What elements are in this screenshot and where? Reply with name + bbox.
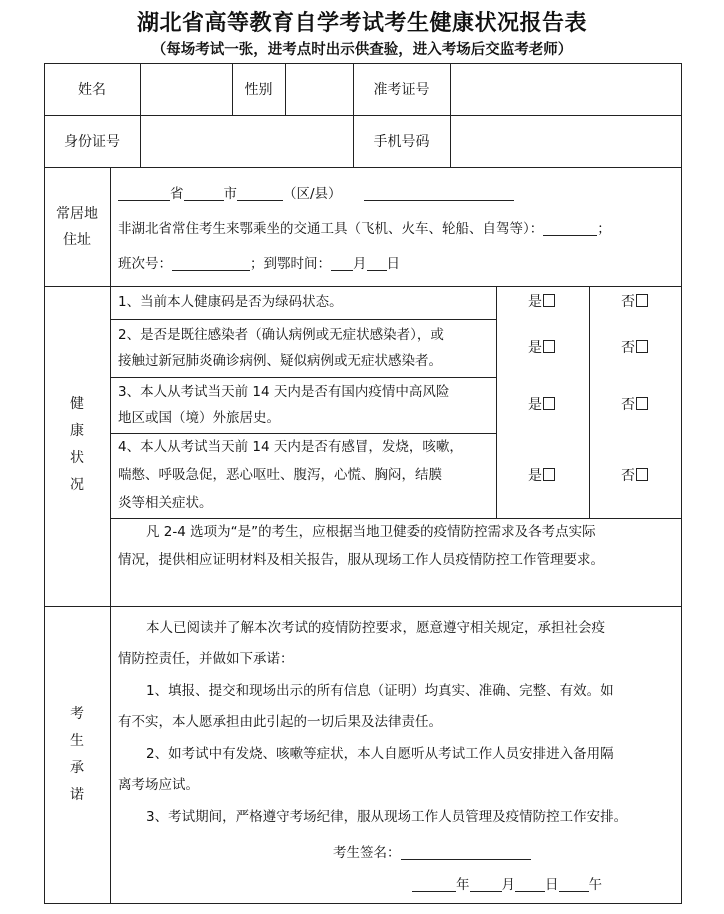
table-border-right	[681, 63, 682, 904]
question-4-line2: 喘憋、呼吸急促，恶心呕吐、腹泻，心慌、胸闷，结膜	[118, 467, 442, 483]
column-divider	[589, 286, 590, 518]
checkbox-square	[543, 294, 555, 307]
row-divider	[44, 606, 682, 607]
day-suffix: 日	[545, 877, 559, 893]
pledge-paragraph-4: 3、考试期间，严格遵守考场纪律，服从现场工作人员管理及疫情防控工作安排。	[146, 809, 628, 825]
column-divider	[110, 167, 111, 904]
flight-number-label: 班次号：	[118, 256, 172, 272]
pledge-label	[67, 701, 87, 809]
row-divider	[44, 167, 682, 168]
q3-yes-checkbox[interactable]	[528, 395, 555, 415]
phone-label: 手机号码	[373, 134, 430, 150]
month-suffix: 月	[501, 877, 515, 893]
row-divider	[110, 377, 496, 378]
arrival-month-suffix: 月	[353, 256, 367, 272]
health-note-line2: 情况，提供相应证明材料及相关报告，服从现场工作人员疫情防控工作管理要求。	[118, 552, 604, 568]
q3-no-checkbox[interactable]	[621, 395, 648, 415]
arrival-day-blank[interactable]	[367, 255, 387, 271]
yes-label: 是	[528, 468, 542, 484]
pledge-paragraph-1-line2: 情防控责任，并做如下承诺：	[118, 651, 294, 667]
table-border-left	[44, 63, 45, 904]
checkbox-square	[636, 294, 648, 307]
signature-blank[interactable]	[401, 844, 531, 860]
residence-label-line1: 常居地	[56, 206, 98, 222]
province-blank[interactable]	[118, 185, 170, 201]
row-divider	[110, 518, 682, 519]
pledge-label-char: 承	[70, 760, 84, 776]
signature-label: 考生签名：	[333, 845, 401, 861]
q2-yes-checkbox[interactable]	[528, 338, 555, 358]
question-1: 1、当前本人健康码是否为绿码状态。	[118, 294, 343, 310]
year-suffix: 年	[456, 877, 470, 893]
city-suffix: 市	[223, 186, 237, 202]
residence-address-line	[118, 184, 514, 204]
table-border-bottom	[44, 903, 682, 904]
q1-no-checkbox[interactable]	[621, 292, 648, 312]
health-label-char: 健	[70, 396, 84, 412]
trip-line	[118, 254, 400, 274]
district-blank[interactable]	[237, 185, 283, 201]
checkbox-square	[543, 340, 555, 353]
health-status-label	[67, 391, 87, 499]
yes-label: 是	[528, 294, 542, 310]
transport-line	[118, 219, 611, 239]
pledge-paragraph-2-line1: 1、填报、提交和现场出示的所有信息（证明）均真实、准确、完整、有效。如	[146, 683, 614, 699]
health-note-line1: 凡 2-4 选项为“是”的考生，应根据当地卫健委的疫情防控需求及各考点实际	[146, 524, 596, 540]
id-number-field[interactable]	[141, 115, 353, 167]
pledge-paragraph-3-line1: 2、如考试中有发烧、咳嗽等症状，本人自愿听从考试工作人员安排进入备用隔	[146, 746, 614, 762]
yes-label: 是	[528, 340, 542, 356]
gender-label: 性别	[244, 82, 273, 98]
health-label-char: 康	[70, 423, 84, 439]
checkbox-square	[543, 468, 555, 481]
street-address-blank[interactable]	[364, 185, 514, 201]
year-blank[interactable]	[412, 876, 456, 892]
id-number-label: 身份证号	[64, 134, 120, 150]
question-4-line1: 4、本人从考试当天前 14 天内是否有感冒，发烧，咳嗽，	[118, 439, 463, 455]
health-label-char: 况	[70, 477, 84, 493]
transport-blank[interactable]	[543, 220, 597, 236]
yes-label: 是	[528, 397, 542, 413]
transport-end: ；	[597, 221, 611, 237]
gender-field[interactable]	[286, 63, 353, 115]
health-label-char: 状	[70, 450, 84, 466]
flight-number-blank[interactable]	[172, 255, 250, 271]
day-blank[interactable]	[515, 876, 545, 892]
question-3-line2: 地区或国（境）外旅居史。	[118, 410, 280, 426]
question-4-line3: 炎等相关症状。	[118, 495, 213, 511]
pledge-label-char: 诺	[70, 787, 84, 803]
pledge-paragraph-1-line1: 本人已阅读并了解本次考试的疫情防控要求，愿意遵守相关规定，承担社会疫	[146, 620, 605, 636]
province-suffix: 省	[170, 186, 184, 202]
checkbox-square	[543, 397, 555, 410]
column-divider	[496, 286, 497, 518]
noon-suffix: 午	[588, 877, 602, 893]
row-divider	[44, 286, 682, 287]
arrival-day-suffix: 日	[386, 256, 400, 272]
district-suffix: （区/县）	[283, 186, 342, 202]
name-label: 姓名	[78, 82, 106, 98]
name-field[interactable]	[141, 63, 232, 115]
question-2-line1: 2、是否是既往感染者（确认病例或无症状感染者），或	[118, 327, 444, 343]
no-label: 否	[621, 397, 635, 413]
question-3-line1: 3、本人从考试当天前 14 天内是否有国内疫情中高风险	[118, 384, 450, 400]
arrival-month-blank[interactable]	[331, 255, 353, 271]
row-divider	[110, 319, 496, 320]
ticket-number-field[interactable]	[451, 63, 681, 115]
month-blank[interactable]	[470, 876, 502, 892]
pledge-label-char: 生	[70, 733, 84, 749]
pledge-label-char: 考	[70, 706, 84, 722]
no-label: 否	[621, 340, 635, 356]
form-title: 湖北省高等教育自学考试考生健康状况报告表	[136, 11, 587, 36]
no-label: 否	[621, 468, 635, 484]
date-line	[412, 875, 602, 895]
q4-no-checkbox[interactable]	[621, 466, 648, 486]
form-subtitle: （每场考试一张，进考点时出示供查验，进入考场后交监考老师）	[151, 42, 573, 58]
arrival-time-label: ；到鄂时间：	[250, 256, 331, 272]
city-blank[interactable]	[184, 185, 224, 201]
q2-no-checkbox[interactable]	[621, 338, 648, 358]
row-divider	[110, 433, 496, 434]
pledge-paragraph-3-line2: 离考场应试。	[118, 777, 199, 793]
residence-label-line2: 住址	[63, 232, 91, 248]
q4-yes-checkbox[interactable]	[528, 466, 555, 486]
q1-yes-checkbox[interactable]	[528, 292, 555, 312]
phone-field[interactable]	[451, 115, 681, 167]
transport-question: 非湖北省常住考生来鄂乘坐的交通工具（飞机、火车、轮船、自驾等）：	[118, 221, 544, 237]
pledge-paragraph-2-line2: 有不实，本人愿承担由此引起的一切后果及法律责任。	[118, 714, 442, 730]
noon-blank[interactable]	[559, 876, 589, 892]
checkbox-square	[636, 397, 648, 410]
ticket-number-label: 准考证号	[373, 82, 430, 98]
question-2-line2: 接触过新冠肺炎确诊病例、疑似病例或无症状感染者。	[118, 353, 442, 369]
signature-line	[333, 843, 531, 863]
checkbox-square	[636, 468, 648, 481]
no-label: 否	[621, 294, 635, 310]
checkbox-square	[636, 340, 648, 353]
